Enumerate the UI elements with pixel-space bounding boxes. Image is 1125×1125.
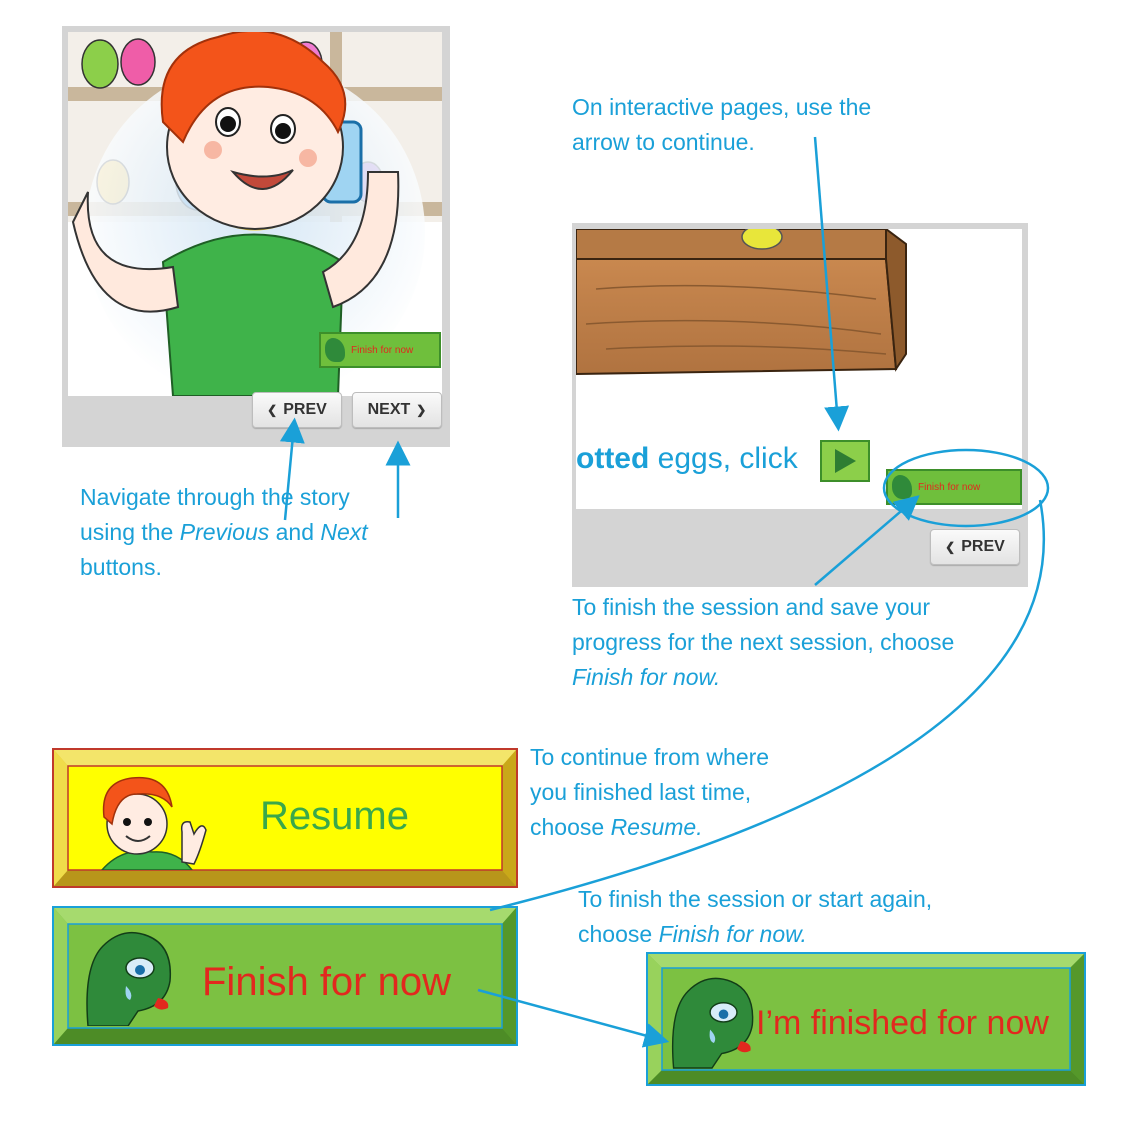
prev-label: PREV	[283, 401, 327, 418]
caption-line: To finish the session or start again,	[578, 886, 933, 912]
finish-for-now-label: Finish for now	[202, 960, 451, 1004]
caption-text: choose	[578, 921, 659, 947]
caption-emphasis: Finish for now.	[658, 921, 807, 947]
caption-emphasis: Previous	[179, 519, 270, 545]
caption-line: To continue from where	[530, 744, 770, 770]
arrow-to-finish	[815, 500, 914, 585]
chevron-right-icon: ❯	[416, 403, 427, 417]
caption-line: arrow to continue.	[572, 129, 755, 155]
arrow-to-continue	[815, 137, 838, 424]
caption-line: To finish the session and save your	[572, 594, 930, 620]
caption-emphasis: Resume.	[610, 814, 703, 840]
im-finished-label: I’m finished for now	[756, 1004, 1049, 1042]
next-label: NEXT	[367, 401, 411, 418]
instruction-bold: otted	[576, 442, 650, 475]
caption-text: choose	[530, 814, 611, 840]
chevron-left-icon: ❮	[267, 403, 278, 417]
caption-line: buttons.	[80, 554, 162, 580]
arrow-to-finished-button	[478, 990, 662, 1040]
caption-line: On interactive pages, use the	[572, 94, 872, 120]
caption-emphasis: Finish for now.	[572, 664, 721, 690]
instruction-rest: eggs, click	[649, 442, 798, 475]
finish-for-now-label: Finish for now	[351, 344, 414, 356]
prev-label: PREV	[961, 538, 1005, 555]
resume-label: Resume	[260, 794, 409, 838]
chevron-left-icon: ❮	[945, 540, 956, 554]
curve-to-finish-button	[490, 500, 1044, 910]
caption-line: progress for the next session, choose	[572, 629, 955, 655]
arrow-to-prev	[285, 425, 294, 520]
caption-text: using the	[80, 519, 180, 545]
caption-line: Navigate through the story	[80, 484, 350, 510]
caption-line: you finished last time,	[530, 779, 752, 805]
finish-for-now-label: Finish for now	[918, 481, 981, 493]
caption-text: and	[269, 519, 321, 545]
highlight-finish-ellipse	[884, 450, 1048, 526]
caption-emphasis: Next	[320, 519, 368, 545]
